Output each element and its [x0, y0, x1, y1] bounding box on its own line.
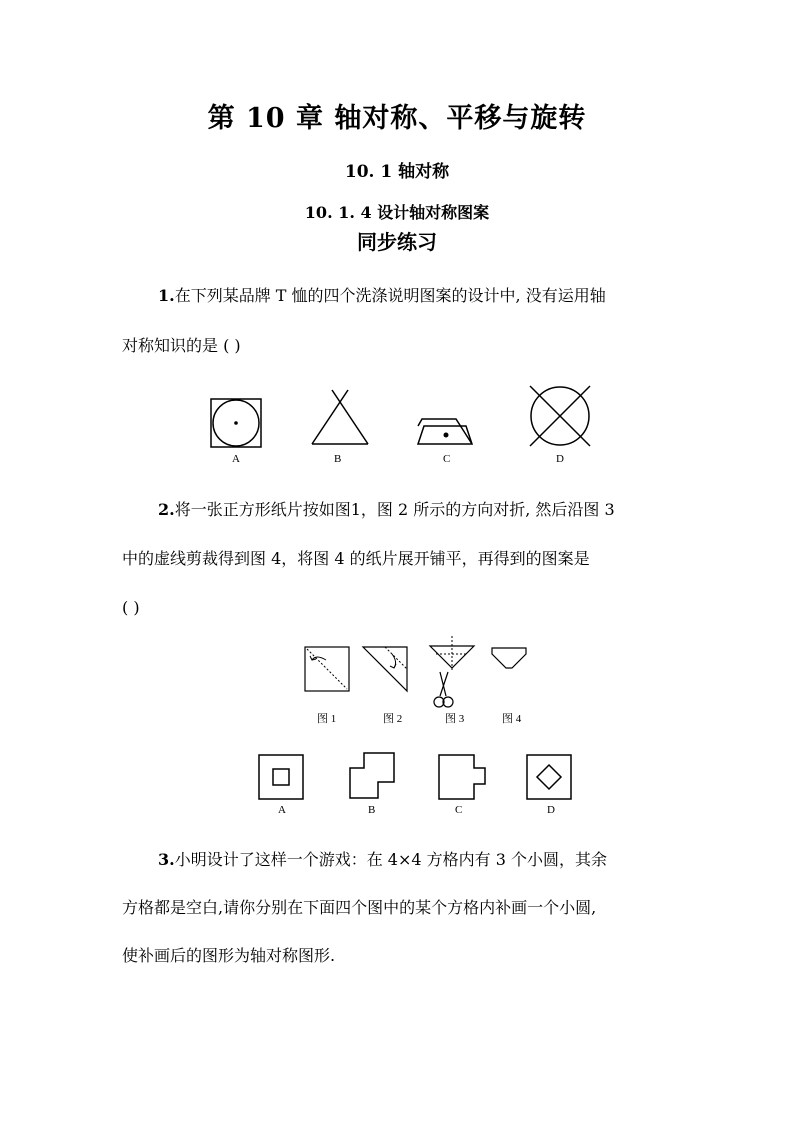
q2-option-b: B [368, 804, 376, 816]
q1-figure-d [528, 384, 592, 448]
q1-line1 [158, 286, 718, 306]
q3-number: 3. [158, 850, 175, 869]
q1-figure-b [310, 388, 370, 448]
q2-step-label-1: 图 1 [317, 713, 337, 725]
section-title: 10. 1 轴对称 [344, 162, 450, 182]
q2-line3: ( ) [122, 598, 140, 617]
q2-line1 [158, 500, 718, 520]
q2-step-2 [362, 646, 408, 692]
q1-option-d: D [556, 453, 564, 465]
q1-figure-c [416, 416, 476, 448]
q2-line2: 中的虚线剪裁得到图 4，将图 4 的纸片展开铺平，再得到的图案是 [122, 549, 590, 568]
q3-line3: 使补画后的图形为轴对称图形. [122, 946, 336, 965]
q2-step-3 [428, 636, 476, 710]
q2-step-4 [490, 646, 528, 672]
q3-line2: 方格都是空白,请你分别在下面四个图中的某个方格内补画一个小圆, [122, 898, 597, 917]
q1-option-c: C [443, 453, 451, 465]
q1-option-b: B [334, 453, 342, 465]
q2-text: 将一张正方形纸片按如图1，图 2 所示的方向对折, 然后沿图 3 [174, 500, 615, 519]
q2-number: 2. [158, 500, 175, 519]
subsection-title: 10. 1. 4 设计轴对称图案 [304, 203, 490, 222]
q2-step-1 [304, 646, 350, 692]
q2-option-b-figure [348, 752, 396, 800]
q2-step-label-3: 图 3 [445, 713, 465, 725]
q3-line1 [158, 850, 718, 870]
q2-step-label-2: 图 2 [383, 713, 403, 725]
q1-line2: 对称知识的是 ( ) [122, 336, 241, 355]
q1-figure-a [210, 398, 262, 448]
practice-title: 同步练习 [357, 230, 437, 254]
q1-number: 1. [158, 286, 175, 305]
q1-text: 在下列某品牌 T 恤的四个洗涤说明图案的设计中, 没有运用轴 [174, 286, 606, 305]
q1-option-a: A [232, 453, 240, 465]
q2-option-a-figure [258, 754, 304, 800]
q2-option-d: D [547, 804, 555, 816]
q2-option-c: C [455, 804, 463, 816]
q2-option-a: A [278, 804, 286, 816]
chapter-title: 第 10 章 轴对称、平移与旋转 [207, 103, 587, 134]
q2-option-d-figure [526, 754, 572, 800]
q3-text: 小明设计了这样一个游戏：在 4×4 方格内有 3 个小圆，其余 [174, 850, 607, 869]
q2-option-c-figure [438, 754, 488, 800]
q2-step-label-4: 图 4 [502, 713, 522, 725]
